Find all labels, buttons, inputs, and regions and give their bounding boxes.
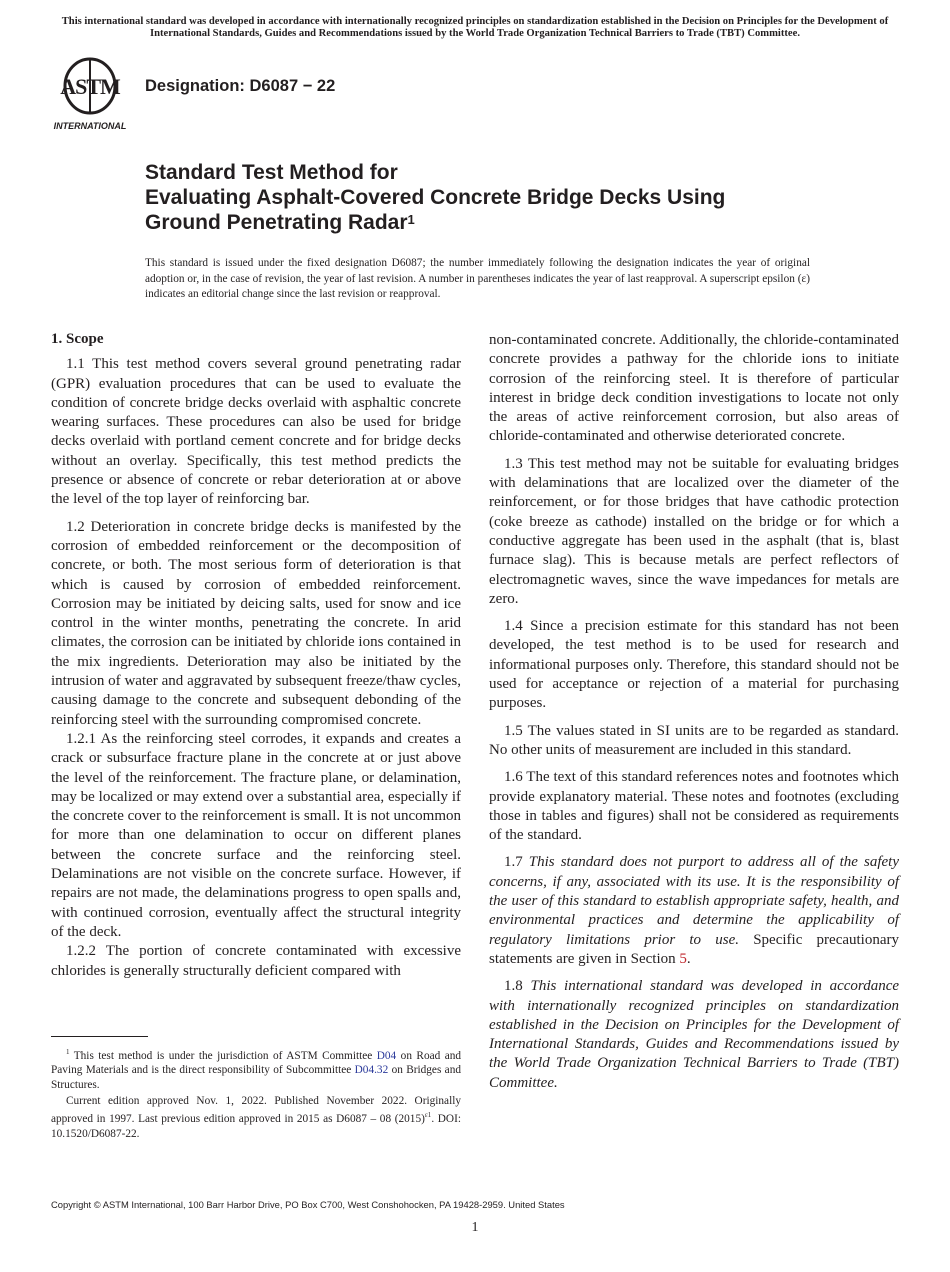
copyright-notice: Copyright © ASTM International, 100 Barr Harbor Drive, PO Box C700, West Conshohocken, PA 19428-2959. United States (51, 1199, 565, 1210)
committee-d04-link[interactable]: D04 (376, 1049, 397, 1062)
section-heading-scope: 1. Scope (51, 331, 104, 347)
title-line-1: Standard Test Method for (145, 161, 398, 184)
title-line-3: Ground Penetrating Radar$^1$ (145, 211, 415, 234)
astm-logo (52, 56, 134, 132)
designation: Designation: D6087 − 22 (145, 77, 336, 95)
subcommittee-d04-32-link[interactable]: D04.32 (354, 1064, 389, 1077)
paragraph-1-8: 1.8 This international standard was developed in accordance with internationally recognized principles on standardization established in the Decision on Principles for the Development of International Standards, Guides and Recommendations issued by the World Trade Organization Technical Barriers to Trade (TBT) Committee. (489, 978, 900, 1091)
title-footnote-mark[interactable]: 1 (407, 212, 415, 227)
document-title (145, 160, 845, 235)
logo-international-text: INTERNATIONAL (53, 121, 127, 131)
paragraph-1-2-2: 1.2.2 The portion of concrete contaminated with excessive chlorides is generally structurally deficient compared with (51, 943, 461, 979)
section-5-link[interactable]: 5 (679, 950, 687, 967)
right-column (489, 331, 899, 1093)
paragraph-1-2-1: 1.2.1 As the reinforcing steel corrodes, it expands and creates a crack or subsurface fracture plane in the concrete at or just above the level of the reinforcement. The fracture plane, or delamination, may be localized or may extend over a substantial area, especially if the concrete cover to the reinforcement is small. It is not uncommon for more than one delamination to occur on different planes between the concrete surface and the reinforcing steel. Delaminations are not visible on the concrete surface. However, if repairs are not made, the delaminations progress to open spalls and, with continued corrosion, eventually affect the structural integrity of the deck. (51, 730, 461, 940)
svg-text:ASTM: ASTM (60, 74, 120, 99)
left-column (51, 330, 461, 981)
paragraph-1-4: 1.4 Since a precision estimate for this standard has not been developed, the test method is to be used for research and informational purposes only. Therefore, this standard should not be used for acceptance or rejection of a material for purchasing purposes. (489, 618, 899, 712)
footnote-divider (51, 1036, 148, 1037)
paragraph-1-5: 1.5 The values stated in SI units are to be regarded as standard. No other units of measurement are included in this standard. (489, 722, 899, 758)
paragraph-1-6: 1.6 The text of this standard references notes and footnotes which provide explanatory material. These notes and footnotes (excluding those in tables and figures) shall not be considered as requirements of the standard. (489, 769, 899, 844)
footnotes (51, 1045, 461, 1141)
safety-caveat: This standard does not purport to address all of the safety concerns, if any, associated with its use. It is the responsibility of the user of this standard to establish appropriate safety, health, and environmental practices and determine the applicability of regulatory limitations prior to use. (489, 854, 899, 948)
wto-statement: This international standard was developed in accordance with internationally recognized principles on standardization established in the Decision on Principles for the Development of International Standards, Guides and Recommendations issued by the World Trade Organization Technical Barriers to Trade (TBT) Committee. (489, 978, 900, 1091)
title-line-2: Evaluating Asphalt-Covered Concrete Bridge Decks Using (145, 186, 726, 209)
edition-note: Current edition approved Nov. 1, 2022. Published November 2022. Originally approved in 1997. Last previous edition approved in 2015 as D6087 – 08 $(2015)^{\varepsilon 1}$. DOI: 10.1520/D6087-22. (51, 1094, 461, 1140)
trade-notice: This international standard was developed in accordance with internationally recognized principles on standardization established in the Decision on Principles for the Development of International Standards, Guides and Recommendations issued by the World Trade Organization Technical Barriers to Trade (TBT) Committee. (61, 16, 889, 39)
issue-note: This standard is issued under the fixed designation D6087; the number immediately following the designation indicates the year of original adoption or, in the case of revision, the year of last revision. A number in parentheses indicates the year of last reapproval. A superscript epsilon (ε) indicates an editorial change since the last revision or reapproval. (145, 257, 810, 300)
paragraph-1-7: 1.7 This standard does not purport to address all of the safety concerns, if any, associated with its use. It is the responsibility of the user of this standard to establish appropriate safety, health, and environmental practices and determine the applicability of regulatory limitations prior to use. Specific precautionary statements are given in Section 5. (489, 854, 900, 967)
paragraph-1-3: 1.3 This test method may not be suitable for evaluating bridges with delaminations that are localized over the diameter of the reinforcement, or for those bridges that have cathodic protection (coke breeze as cathode) installed on the bridge or for which a conductive aggregate has been used in the asphalt (that is, blast furnace slag). This is because metals are perfect reflectors of electromagnetic waves, since the wave impedances for metals are zero. (489, 455, 899, 607)
paragraph-1-2: 1.2 Deterioration in concrete bridge decks is manifested by the corrosion of embedded reinforcement or the decomposition of concrete, or both. The most serious form of deterioration is that which is caused by corrosion of embedded reinforcement. Corrosion may be initiated by deicing salts, used for snow and ice control in the winter months, penetrating the concrete. In arid climates, the corrosion can be initiated by chloride ions contained in the mix ingredients. Deterioration may also be initiated by the intrusion of water and aggravated by subsequent freeze/thaw cycles, causing damage to the concrete and subsequent debonding of the reinforcing steel with the surrounding compromised concrete. (51, 518, 461, 728)
paragraph-1-2-2-continued: non-contaminated concrete. Additionally, the chloride-contaminated concrete provides a pathway for the chloride ions to initiate corrosion of the reinforcing steel. It is therefore of particular interest in bridge deck condition investigations to locate not only the areas of active reinforcement corrosion, but also areas of chloride-contaminated and otherwise deteriorated concrete. (489, 332, 899, 445)
footnote-1: $^1$ This test method is under the jurisdiction of ASTM Committee D04 on Road and Paving Materials and is the direct responsibility of Subcommittee D04.32 on Bridges and Structures. (51, 1048, 462, 1091)
paragraph-1-1: 1.1 This test method covers several ground penetrating radar (GPR) evaluation procedures that can be used to evaluate the condition of concrete bridge decks overlaid with asphaltic concrete wearing surfaces. These procedures can also be used for bridge decks overlaid with portland cement concrete and for bridge decks without an overlay. Specifically, this test method predicts the presence or absence of concrete or rebar deterioration at or above the level of the top layer of reinforcing bar. (51, 356, 461, 508)
page-number: 1 (471, 1220, 479, 1235)
